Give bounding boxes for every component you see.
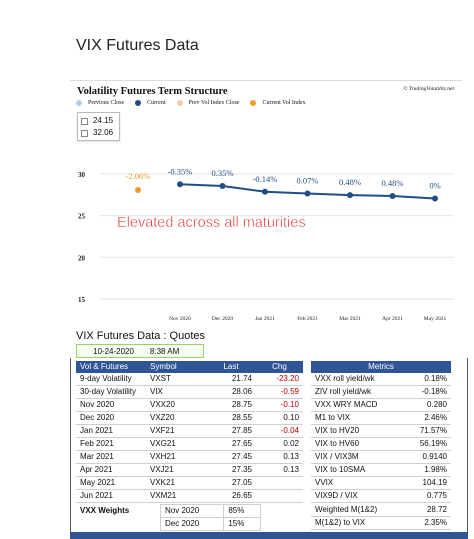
- cell-last: 27.45: [206, 451, 256, 464]
- metric-name: VIX to HV60: [311, 438, 404, 451]
- column-header: Vol & Futures: [76, 361, 146, 373]
- table-row: [76, 477, 303, 490]
- table-row: [76, 425, 303, 438]
- cell-chg: [256, 477, 303, 490]
- previous-value: 24.15: [93, 116, 114, 125]
- metric-value: 104.19: [404, 477, 451, 490]
- cell-chg: 0.10: [256, 412, 303, 425]
- metric-name: VIX to HV20: [311, 425, 404, 438]
- cell-symbol: VXM21: [146, 490, 206, 503]
- table-row: [311, 425, 451, 438]
- y-tick-label: 15: [78, 296, 85, 304]
- chart-credit: © TradingVolatility.net: [403, 86, 454, 92]
- current-data-label: 0.07%: [296, 175, 319, 186]
- weights-label: VXX Weights: [80, 505, 130, 515]
- footer-bar: [70, 532, 468, 539]
- quotes-section-title: VIX Futures Data : Quotes: [76, 330, 206, 342]
- column-header: Last: [206, 361, 256, 373]
- current-data-label: 0.35%: [211, 167, 234, 178]
- y-tick-label: 25: [78, 212, 85, 221]
- current-data-label: 0%: [429, 180, 441, 191]
- legend-label: Previous Close: [88, 100, 125, 106]
- cell-last: 26.65: [206, 490, 256, 503]
- page-title: VIX Futures Data: [76, 37, 199, 54]
- weights-pct: 15%: [224, 518, 261, 531]
- metric-value: 2.46%: [404, 412, 451, 425]
- cell-name: 9-day Volatility: [76, 373, 146, 386]
- table-row: [76, 386, 303, 399]
- current-data-label: 0.48%: [339, 177, 361, 188]
- cell-chg: 0.13: [256, 451, 303, 464]
- column-header: Symbol: [146, 361, 206, 373]
- metrics-table: [311, 361, 451, 503]
- cell-last: 28.06: [206, 386, 256, 399]
- current-data-point: [390, 193, 396, 199]
- x-tick-label: Mar 2021: [339, 316, 361, 322]
- cell-symbol: VXZ20: [146, 412, 206, 425]
- current-data-point: [432, 195, 438, 201]
- current-data-label: -0.14%: [252, 173, 278, 184]
- table-row: [311, 386, 451, 399]
- cell-name: May 2021: [76, 477, 146, 490]
- cell-last: 27.85: [206, 425, 256, 438]
- cell-last: 27.05: [206, 477, 256, 490]
- metric-name: M1 to VIX: [311, 412, 404, 425]
- metric-name: VXX WRY MACD: [311, 399, 404, 412]
- weighted-metrics-table: [311, 504, 451, 530]
- metric-value: 0.775: [404, 490, 451, 503]
- table-row: [76, 373, 303, 386]
- cell-name: Jun 2021: [76, 490, 146, 503]
- term-structure-chart: [70, 80, 462, 328]
- cell-last: 27.35: [206, 464, 256, 477]
- cell-chg: 0.02: [256, 438, 303, 451]
- metric-value: 56.19%: [404, 438, 451, 451]
- cell-name: 30-day Volatility: [76, 386, 146, 399]
- cell-symbol: VXH21: [146, 451, 206, 464]
- metric-value: 2.35%: [408, 517, 451, 530]
- y-tick-label: 20: [78, 254, 85, 263]
- vol-index-data-point: [135, 187, 141, 193]
- table-row: [76, 438, 303, 451]
- cell-chg: -0.59: [256, 386, 303, 399]
- current-data-label: 0.48%: [381, 177, 404, 188]
- cell-name: Mar 2021: [76, 451, 146, 464]
- cell-chg: [256, 490, 303, 503]
- metric-name: Weighted M(1&2): [311, 504, 408, 517]
- metric-name: VVIX: [311, 477, 404, 490]
- metric-name: VIX9D / VIX: [311, 490, 404, 503]
- cell-chg: -0.04: [256, 425, 303, 438]
- futures-table: [76, 361, 303, 503]
- x-tick-label: Jan 2021: [255, 316, 275, 322]
- x-tick-label: Dec 2020: [211, 316, 234, 322]
- metric-name: VIX to 10SMA: [311, 464, 404, 477]
- cell-last: 27.65: [206, 438, 256, 451]
- table-row: [76, 490, 303, 503]
- vol-index-data-label: -2.06%: [125, 171, 151, 182]
- legend-label: Prev Vol Index Close: [188, 100, 240, 106]
- table-row: [311, 438, 451, 451]
- current-data-point: [177, 181, 183, 187]
- table-row: [311, 464, 451, 477]
- x-tick-label: Nov 2020: [169, 316, 191, 322]
- metric-value: 71.57%: [404, 425, 451, 438]
- cell-last: 28.55: [206, 412, 256, 425]
- table-row: [76, 399, 303, 412]
- chart-annotation: Elevated across all maturities: [117, 215, 306, 231]
- cell-chg: 0.13: [256, 464, 303, 477]
- current-data-point: [305, 190, 311, 196]
- table-row: [311, 412, 451, 425]
- table-row: [311, 477, 451, 490]
- cell-symbol: VXJ21: [146, 464, 206, 477]
- quote-date: 10-24-2020: [93, 346, 134, 356]
- weights-month: Nov 2020: [161, 505, 224, 518]
- metric-value: 28.72: [408, 504, 451, 517]
- chart-title: Volatility Futures Term Structure: [77, 86, 228, 97]
- current-data-point: [347, 192, 353, 198]
- cell-name: Apr 2021: [76, 464, 146, 477]
- weights-month: Dec 2020: [161, 518, 224, 531]
- current-data-point: [220, 183, 226, 189]
- legend-label: Current Vol Index: [262, 100, 306, 106]
- cell-symbol: VIX: [146, 386, 206, 399]
- metric-value: -0.18%: [404, 386, 451, 399]
- vxx-weights-table: [76, 504, 261, 531]
- cell-last: 28.75: [206, 399, 256, 412]
- metric-value: 0.18%: [404, 373, 451, 386]
- y-tick-label: 30: [78, 170, 85, 179]
- cell-name: Jan 2021: [76, 425, 146, 438]
- metric-name: M(1&2) to VIX: [311, 517, 408, 530]
- cell-symbol: VXST: [146, 373, 206, 386]
- metric-value: 0.9140: [404, 451, 451, 464]
- metric-value: 1.98%: [404, 464, 451, 477]
- metric-name: VIX / VIX3M: [311, 451, 404, 464]
- table-row: [76, 451, 303, 464]
- table-row: [311, 490, 451, 503]
- column-header: Chg: [256, 361, 303, 373]
- current-data-label: -0.35%: [167, 166, 193, 177]
- cell-symbol: VXK21: [146, 477, 206, 490]
- quote-time: 8:38 AM: [149, 346, 180, 356]
- cell-last: 21.74: [206, 373, 256, 386]
- metric-name: ZIV roll yield/wk: [311, 386, 404, 399]
- column-header: Metrics: [311, 361, 451, 373]
- metric-value: 0.280: [404, 399, 451, 412]
- cell-chg: -0.10: [256, 399, 303, 412]
- term-structure-plot: [70, 81, 462, 329]
- cell-name: Nov 2020: [76, 399, 146, 412]
- x-tick-label: May 2021: [423, 316, 447, 322]
- previous-value: 32.06: [93, 128, 114, 137]
- cell-chg: -23.20: [256, 373, 303, 386]
- metric-name: VXX roll yield/wk: [311, 373, 404, 386]
- table-row: [76, 412, 303, 425]
- legend-label: Current: [147, 100, 166, 106]
- weights-pct: 85%: [224, 505, 261, 518]
- cell-symbol: VXG21: [146, 438, 206, 451]
- quotes-panel: [70, 358, 468, 539]
- cell-symbol: VXF21: [146, 425, 206, 438]
- table-row: [311, 451, 451, 464]
- table-row: [76, 464, 303, 477]
- x-tick-label: Feb 2021: [297, 316, 318, 322]
- quote-date-strip: [76, 344, 204, 358]
- current-data-point: [262, 189, 268, 195]
- table-row: [311, 399, 451, 412]
- table-row: [311, 373, 451, 386]
- cell-name: Feb 2021: [76, 438, 146, 451]
- cell-name: Dec 2020: [76, 412, 146, 425]
- cell-symbol: VXX20: [146, 399, 206, 412]
- x-tick-label: Apr 2021: [382, 316, 403, 322]
